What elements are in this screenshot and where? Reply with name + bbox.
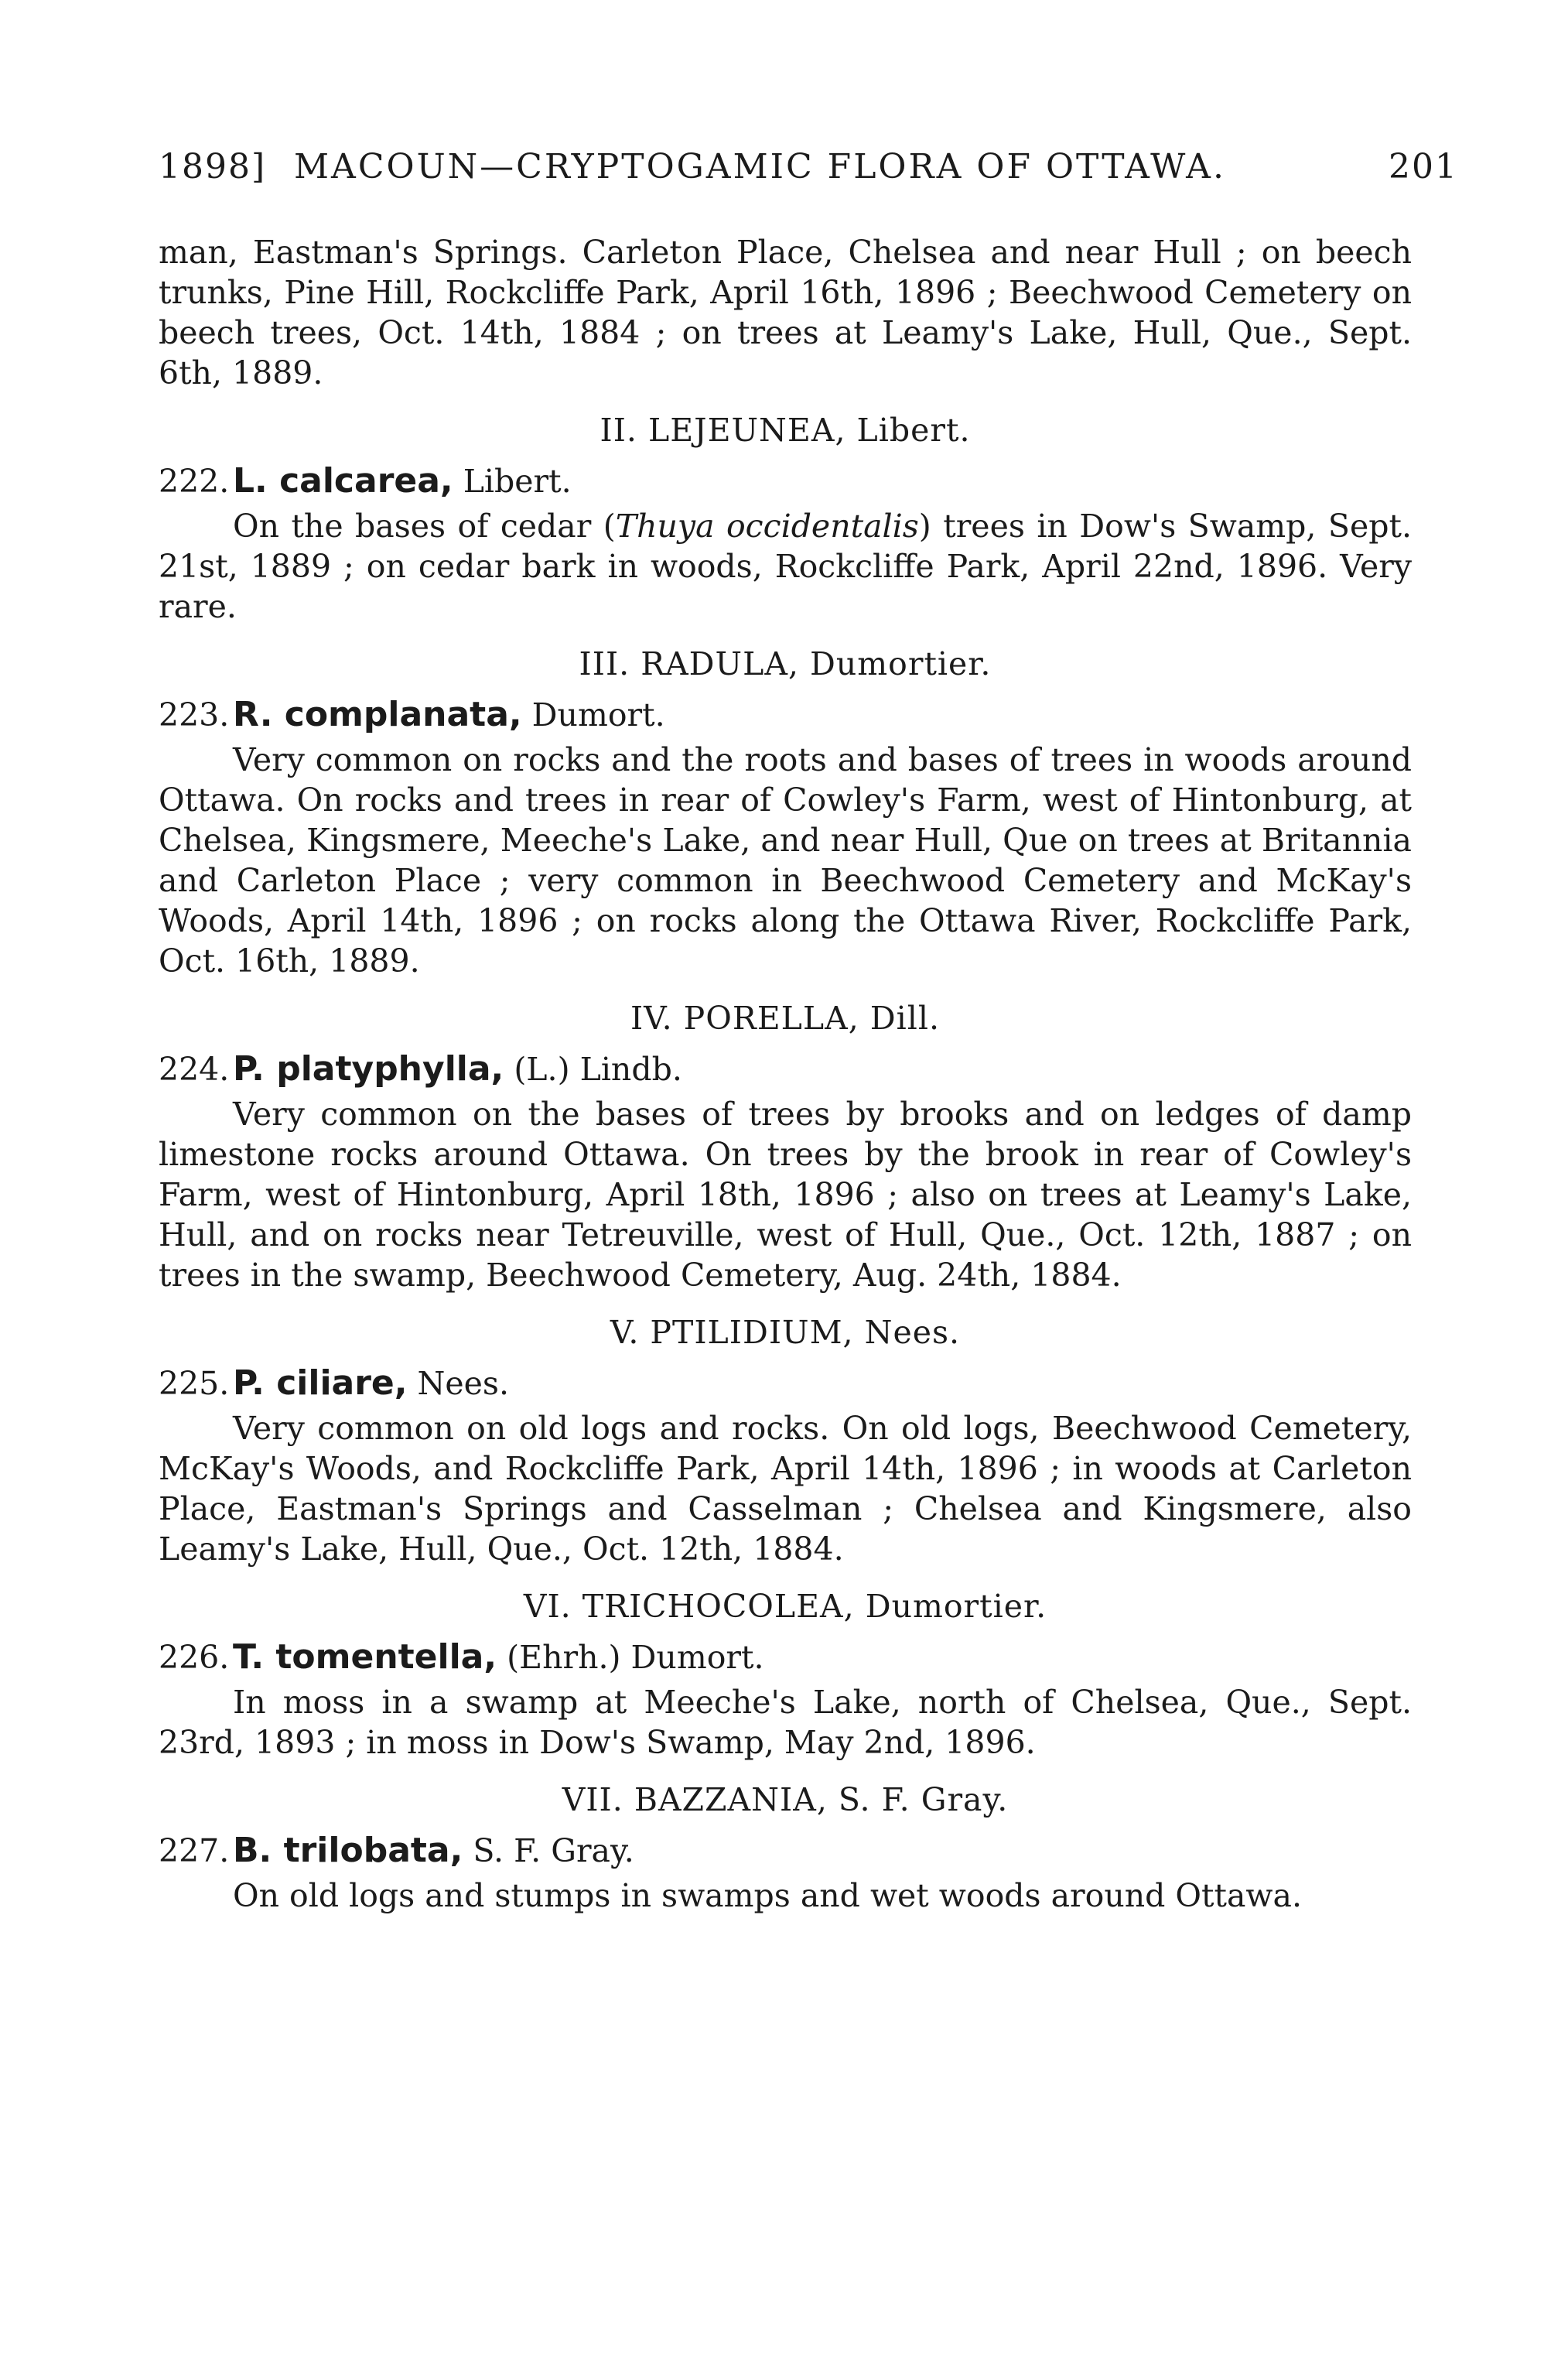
species-description-222: On the bases of cedar (Thuya occidentalis) trees in Dow's Swamp, Sept. 21st, 1889 ; on cedar bark in woods, Rockcliffe Park, April 22nd, 1896. Very rare. [159,508,1412,625]
page-number: 201 [1389,147,1458,186]
genus-heading-porella: IV. PORELLA, Dill. [630,1000,941,1037]
genus-heading-ptilidium: V. PTILIDIUM, Nees. [610,1314,961,1351]
species-number: 226. [159,1639,230,1676]
species-name: P. ciliare, [233,1363,408,1403]
species-entry-225 [159,1363,1412,1404]
species-entry-226 [159,1637,1412,1677]
genus-heading-bazzania: VII. BAZZANIA, S. F. Gray. [562,1781,1009,1818]
species-name: R. complanata, [233,695,522,734]
species-name: L. calcarea, [233,461,453,501]
species-name: T. tomentella, [233,1637,497,1677]
species-entry-224 [159,1049,1412,1089]
species-number: 225. [159,1365,230,1402]
genus-heading-radula: III. RADULA, Dumortier. [579,645,992,682]
header-year: 1898] [159,147,267,186]
species-authority: (Ehrh.) Dumort. [507,1639,764,1676]
italic-host-name: Thuya occidentalis [615,508,919,545]
species-authority: (L.) Lindb. [514,1051,682,1088]
species-entry-223 [159,695,1412,735]
species-number: 223. [159,696,230,734]
species-description-227: On old logs and stumps in swamps and wet woods around Ottawa. [233,1877,1302,1914]
species-name: B. trilobata, [233,1831,463,1870]
species-authority: S. F. Gray. [473,1832,634,1869]
species-authority: Libert. [463,463,572,500]
species-number: 227. [159,1832,230,1869]
species-description-223: Very common on rocks and the roots and bases of trees in woods around Ottawa. On rocks and trees in rear of Cowley's Farm, west of Hintonburg, at Chelsea, Kingsmere, Meeche's Lake, and near Hull, Que on trees at Britannia and Carleton Place ; very common in Beechwood Cemetery and McKay's Woods, April 14th, 1896 ; on rocks along the Ottawa River, Rockcliffe Park, Oct. 16th, 1889. [159,741,1412,980]
species-description-225: Very common on old logs and rocks. On old logs, Beechwood Cemetery, McKay's Woods, and Rockcliffe Park, April 14th, 1896 ; in woods at Carleton Place, Eastman's Springs and Casselman ; Chelsea and Kingsmere, also Leamy's Lake, Hull, Que., Oct. 12th, 1884. [159,1410,1412,1568]
species-number: 224. [159,1051,230,1088]
species-number: 222. [159,463,230,500]
intro-paragraph: man, Eastman's Springs. Carleton Place, Chelsea and near Hull ; on beech trunks, Pine Hill, Rockcliffe Park, April 16th, 1896 ; Beechwood Cemetery on beech trees, Oct. 14th, 1884 ; on trees at Leamy's Lake, Hull, Que., Sept. 6th, 1889. [159,234,1412,392]
species-entry-222 [159,461,1412,501]
species-authority: Nees. [417,1365,510,1402]
species-authority: Dumort. [531,696,665,734]
species-description-224: Very common on the bases of trees by brooks and on ledges of damp limestone rocks around Ottawa. On trees by the brook in rear of Cowley's Farm, west of Hintonburg, April 18th, 1896 ; also on trees at Leamy's Lake, Hull, and on rocks near Tetreuville, west of Hull, Que., Oct. 12th, 1887 ; on trees in the swamp, Beechwood Cemetery, Aug. 24th, 1884. [159,1096,1412,1294]
header-title: MACOUN—CRYPTOGAMIC FLORA OF OTTAWA. [294,147,1226,186]
species-name: P. platyphylla, [233,1049,504,1089]
genus-heading-lejeunea: II. LEJEUNEA, Libert. [600,412,971,449]
species-entry-227 [159,1831,1412,1871]
page [159,147,1458,1916]
running-head [159,147,1458,201]
species-description-226: In moss in a swamp at Meeche's Lake, north of Chelsea, Que., Sept. 23rd, 1893 ; in moss in Dow's Swamp, May 2nd, 1896. [159,1684,1412,1761]
genus-heading-trichocolea: VI. TRICHOCOLEA, Dumortier. [523,1588,1047,1625]
